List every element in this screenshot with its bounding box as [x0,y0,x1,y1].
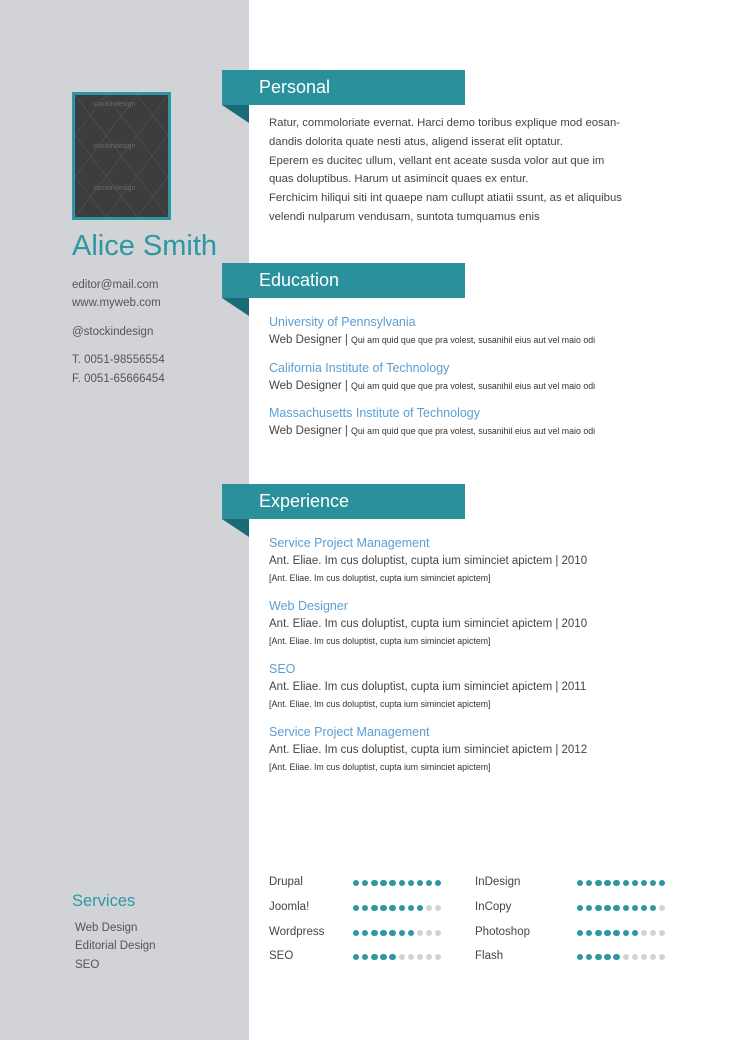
fax-number: F. 0051-65666454 [72,373,165,385]
skill-dot-filled [595,880,601,886]
education-desc: Qui am quid que que pra volest, susanihil eius aut vel maio odi [351,335,596,345]
skill-dot-filled [613,880,619,886]
skill-dot-empty [659,905,665,911]
personal-line: Ratur, commoloriate evernat. Harci demo toribus explique mod eosan- [269,117,620,129]
skill-label: Photoshop [475,926,530,938]
skill-dot-filled [577,880,583,886]
skill-dot-filled [371,905,377,911]
skill-label: SEO [269,950,294,962]
skill-dot-filled [408,880,414,886]
education-school: Massachusetts Institute of Technology [269,406,480,420]
skill-dot-filled [435,880,441,886]
skill-dot-empty [426,930,432,936]
person-name: Alice Smith [72,230,218,262]
skill-label: InCopy [475,901,512,913]
skill-dot-filled [586,954,592,960]
skill-dot-filled [399,880,405,886]
skill-dot-empty [435,954,441,960]
education-detail [269,334,595,346]
skill-dot-empty [659,954,665,960]
section-ribbon-fold [222,105,249,123]
education-separator: | [341,425,352,437]
email-text[interactable]: editor@mail.com [72,279,159,291]
skill-dot-filled [623,880,629,886]
skill-dot-filled [362,905,368,911]
skill-dot-filled [586,930,592,936]
personal-line: dandis dolorita quate nesti atus, aligend isserat elit optatur. [269,135,563,148]
skill-dot-filled [604,880,610,886]
experience-line: Ant. Eliae. Im cus doluptist, cupta ium siminciet apictem | 2010 [269,555,588,567]
education-school: California Institute of Technology [269,361,450,375]
skill-dot-filled [586,880,592,886]
skill-dot-filled [417,905,423,911]
personal-line: velendi nulparum vendusam, suntota tumquamus enis [269,210,540,223]
skill-dot-filled [595,954,601,960]
skill-dot-filled [362,880,368,886]
education-school: University of Pennsylvania [269,315,416,329]
skill-label: Wordpress [269,926,325,938]
experience-line: Ant. Eliae. Im cus doluptist, cupta ium siminciet apictem | 2012 [269,744,588,756]
skill-dot-filled [399,930,405,936]
skill-dot-filled [595,930,601,936]
skill-dot-filled [641,880,647,886]
skill-dot-filled [632,930,638,936]
skill-dot-filled [408,905,414,911]
skill-dot-filled [659,880,665,886]
education-detail [269,425,595,437]
skill-dot-filled [586,905,592,911]
profile-photo [72,92,171,220]
experience-title: Web Designer [269,599,348,613]
skill-dot-empty [399,954,405,960]
experience-title: Service Project Management [269,536,430,550]
skill-dot-filled [380,905,386,911]
skill-dot-filled [577,954,583,960]
skill-dot-filled [353,880,359,886]
service-item: Editorial Design [75,940,156,952]
skill-dot-filled [389,930,395,936]
skill-dot-empty [417,954,423,960]
services-title: Services [72,892,136,910]
skill-dot-filled [389,954,395,960]
skill-label: InDesign [475,876,521,888]
skill-dot-filled [604,930,610,936]
skill-dot-filled [426,880,432,886]
skill-dot-filled [577,930,583,936]
experience-line: Ant. Eliae. Im cus doluptist, cupta ium siminciet apictem | 2011 [269,681,587,693]
website-text[interactable]: www.myweb.com [72,297,161,309]
skill-dot-filled [371,954,377,960]
photo-watermark: stockindesign [93,143,136,150]
education-separator: | [341,380,352,392]
skill-dot-empty [650,930,656,936]
service-item: SEO [75,959,100,971]
education-role: Web Designer [269,334,342,346]
education-separator: | [341,334,352,346]
skill-dot-empty [623,954,629,960]
experience-title: SEO [269,662,296,676]
skill-dot-filled [650,880,656,886]
skill-dot-filled [604,954,610,960]
section-header-education: Education [222,263,465,298]
skill-dot-filled [380,954,386,960]
section-ribbon-fold [222,298,249,316]
skill-dot-empty [435,905,441,911]
skill-dot-empty [426,905,432,911]
experience-note: [Ant. Eliae. Im cus doluptist, cupta ium siminciet apictem] [269,762,491,772]
skill-dot-empty [408,954,414,960]
education-role: Web Designer [269,425,342,437]
skill-dot-filled [362,930,368,936]
skill-dot-filled [353,954,359,960]
section-header-experience: Experience [222,484,465,519]
skill-dot-filled [577,905,583,911]
personal-line: quas doluptibus. Harum ut asimincit quaes ex entur. [269,173,529,186]
personal-paragraph [269,114,649,227]
skill-dot-empty [650,954,656,960]
skill-dot-filled [408,930,414,936]
skill-dot-empty [632,954,638,960]
education-detail [269,380,595,392]
skill-dot-empty [417,930,423,936]
skill-dot-filled [632,905,638,911]
skill-label: Joomla! [269,901,310,913]
skill-dot-filled [641,905,647,911]
experience-line: Ant. Eliae. Im cus doluptist, cupta ium siminciet apictem | 2010 [269,618,588,630]
photo-watermark: stockindesign [93,185,136,192]
skill-dot-filled [353,905,359,911]
experience-title: Service Project Management [269,725,430,739]
experience-note: [Ant. Eliae. Im cus doluptist, cupta ium siminciet apictem] [269,699,491,709]
skill-dot-filled [650,905,656,911]
skill-dot-empty [641,930,647,936]
skill-dot-filled [371,930,377,936]
experience-note: [Ant. Eliae. Im cus doluptist, cupta ium siminciet apictem] [269,573,491,583]
skill-dot-empty [435,930,441,936]
section-ribbon-fold [222,519,249,537]
education-desc: Qui am quid que que pra volest, susanihil eius aut vel maio odi [351,381,596,391]
skill-dot-filled [380,930,386,936]
personal-line: Ferchicim hiliqui siti int quaepe nam cullupt atiatii ssunt, as et aliquibus [269,192,622,205]
skill-dot-empty [659,930,665,936]
skill-label: Drupal [269,876,303,888]
skill-dot-empty [426,954,432,960]
skill-dot-empty [641,954,647,960]
skill-dot-filled [613,905,619,911]
skill-dot-filled [613,954,619,960]
skill-dot-filled [389,905,395,911]
phone-number: T. 0051-98556554 [72,354,165,366]
section-header-personal: Personal [222,70,465,105]
skill-dot-filled [595,905,601,911]
education-desc: Qui am quid que que pra volest, susanihil eius aut vel maio odi [351,426,596,436]
skill-dot-filled [362,954,368,960]
photo-pattern [75,95,168,217]
skill-dot-filled [623,905,629,911]
education-role: Web Designer [269,380,342,392]
skill-dot-filled [353,930,359,936]
skill-dot-filled [632,880,638,886]
skill-dot-filled [389,880,395,886]
skill-dot-filled [623,930,629,936]
skill-dot-filled [380,880,386,886]
personal-line: Eperem es ducitec ullum, vellant ent aceate susda volor aut que im [269,154,605,167]
skill-dot-filled [399,905,405,911]
social-handle[interactable]: @stockindesign [72,326,154,338]
service-item: Web Design [75,922,138,934]
experience-note: [Ant. Eliae. Im cus doluptist, cupta ium siminciet apictem] [269,636,491,646]
skill-label: Flash [475,950,504,962]
skill-dot-filled [613,930,619,936]
skill-dot-filled [604,905,610,911]
skill-dot-filled [417,880,423,886]
skill-dot-filled [371,880,377,886]
photo-watermark: stockindesign [93,101,136,108]
